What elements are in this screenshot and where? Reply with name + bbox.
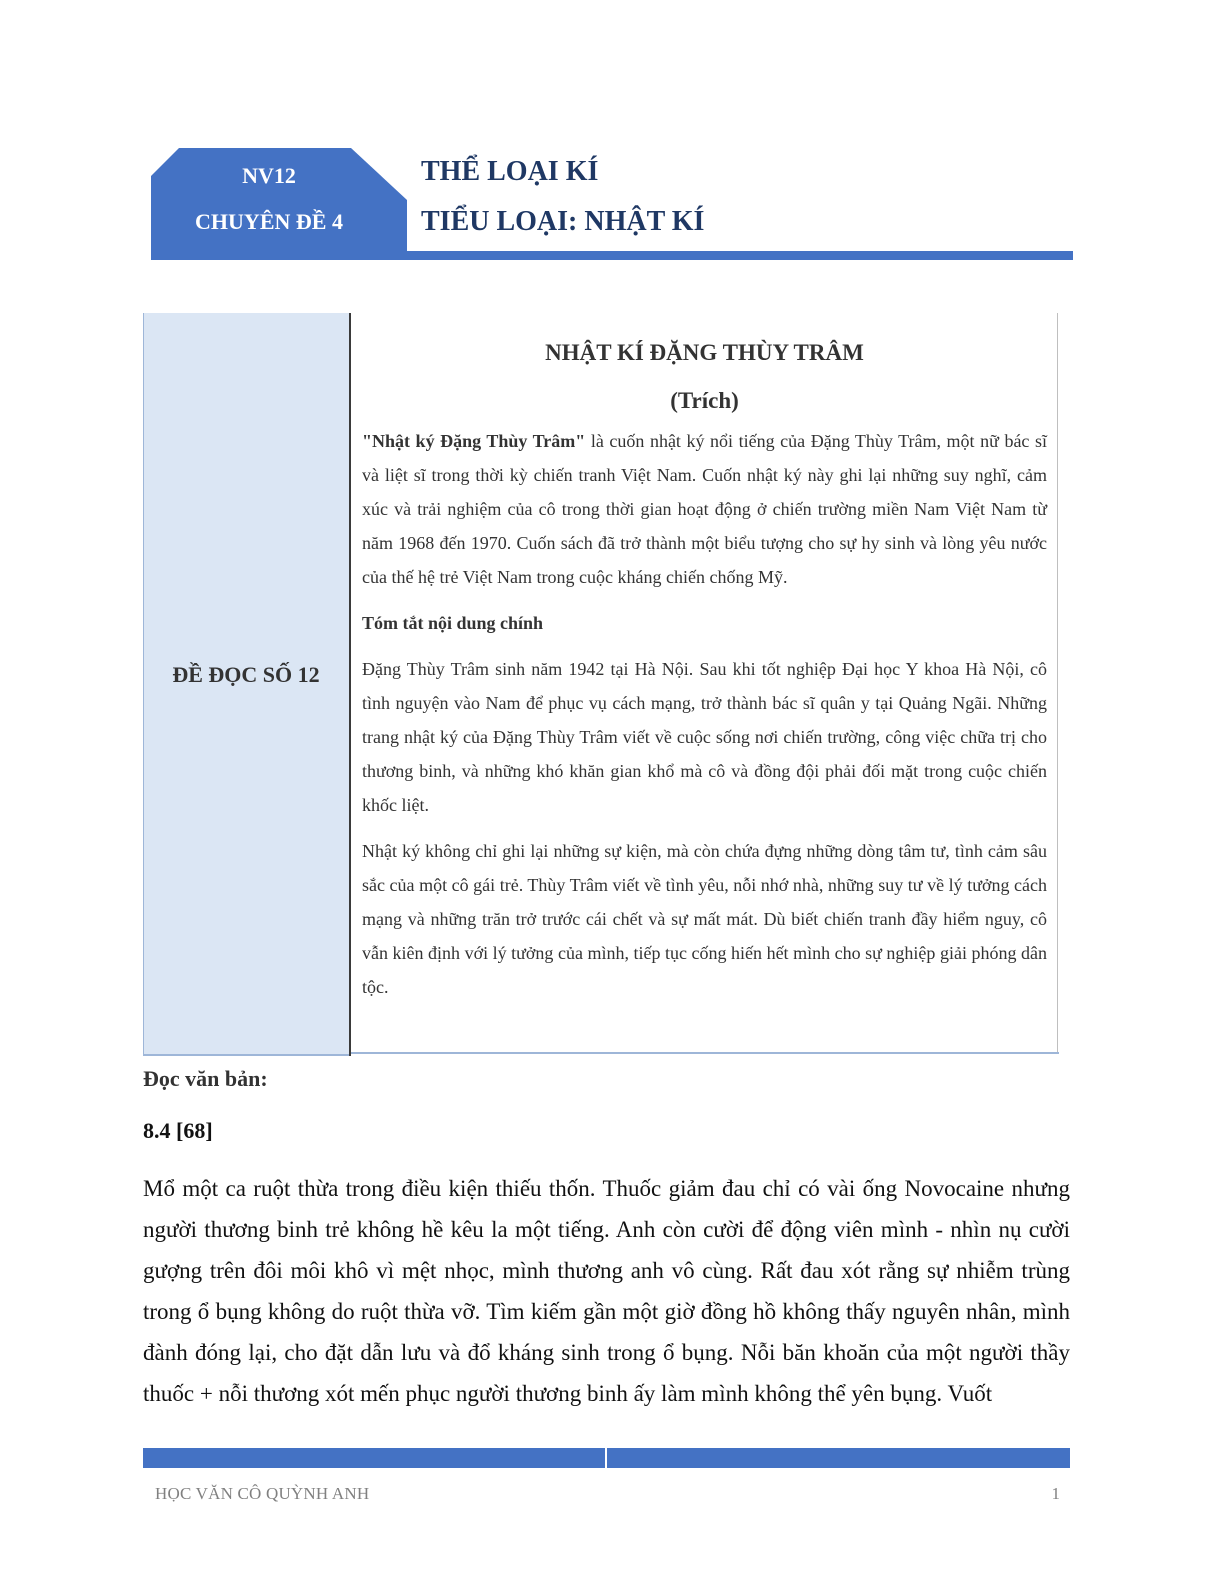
work-title: NHẬT KÍ ĐẶNG THÙY TRÂM xyxy=(545,340,864,365)
summary-paragraph-1: Đặng Thùy Trâm sinh năm 1942 tại Hà Nội. Sau khi tốt nghiệp Đại học Y khoa Hà Nội, cô tình nguyện vào Nam để phục vụ cách mạng, trở thành bác sĩ quân y tại Quảng Ngãi. Những trang nhật ký của Đặng Thùy Trâm viết về cuộc sống nơi chiến trường, công việc chữa trị cho thương binh, và những khó khăn gian khổ mà cô và đồng đội phải đối mặt trong cuộc chiến khốc liệt. xyxy=(362,659,1047,815)
page-number: 1 xyxy=(1051,1484,1060,1503)
box-bottom-border xyxy=(351,1052,1059,1054)
footer-bar-left xyxy=(143,1448,605,1468)
box-right-border xyxy=(1057,313,1058,1054)
reading-label: Đọc văn bản: xyxy=(143,1066,268,1091)
intro-paragraph xyxy=(362,424,1047,594)
box-divider xyxy=(349,313,351,1056)
footer-brand: HỌC VĂN CÔ QUỲNH ANH xyxy=(155,1484,370,1503)
exercise-label: ĐỀ ĐỌC SỐ 12 xyxy=(172,662,320,687)
summary-heading: Tóm tắt nội dung chính xyxy=(362,613,544,633)
subgenre-title: TIỂU LOẠI: NHẬT KÍ xyxy=(421,206,705,237)
intro-bold-title: "Nhật ký Đặng Thùy Trâm" xyxy=(362,431,586,451)
header-rule xyxy=(407,251,1073,260)
genre-title: THỂ LOẠI KÍ xyxy=(421,156,599,187)
topic-number: CHUYÊN ĐỀ 4 xyxy=(195,209,343,234)
section-number: 8.4 [68] xyxy=(143,1118,213,1143)
course-code: NV12 xyxy=(242,163,296,188)
summary-paragraph-2: Nhật ký không chỉ ghi lại những sự kiện, mà còn chứa đựng những dòng tâm tư, tình cảm sâu sắc của một cô gái trẻ. Thùy Trâm viết về tình yêu, nỗi nhớ nhà, những suy tư về lý tưởng cách mạng và những trăn trở trước cái chết và sự mất mát. Dù biết chiến tranh đầy hiểm nguy, cô vẫn kiên định với lý tưởng của mình, tiếp tục cống hiến hết mình cho sự nghiệp giải phóng dân tộc. xyxy=(362,841,1047,997)
footer-bar-right xyxy=(607,1448,1070,1468)
reading-body: Mổ một ca ruột thừa trong điều kiện thiếu thốn. Thuốc giảm đau chỉ có vài ống Novocaine nhưng người thương binh trẻ không hề kêu la một tiếng. Anh còn cười để động viên mình - nhìn nụ cười gượng trên đôi môi khô vì mệt nhọc, mình thương anh vô cùng. Rất đau xót rằng sự nhiễm trùng trong ổ bụng không do ruột thừa vỡ. Tìm kiếm gần một giờ đồng hồ không thấy nguyên nhân, mình đành đóng lại, cho đặt dẫn lưu và đổ kháng sinh trong ổ bụng. Nỗi băn khoăn của một người thầy thuốc + nỗi thương xót mến phục người thương binh ấy làm mình không thể yên bụng. Vuốt xyxy=(143,1176,1070,1406)
box-content xyxy=(362,336,1047,1016)
intro-text: là cuốn nhật ký nổi tiếng của Đặng Thùy Trâm, một nữ bác sĩ và liệt sĩ trong thời kỳ chiến tranh Việt Nam. Cuốn nhật ký này ghi lại những suy nghĩ, cảm xúc và trải nghiệm của cô trong thời gian hoạt động ở chiến trường miền Nam Việt Nam từ năm 1968 đến 1970. Cuốn sách đã trở thành một biểu tượng cho sự hy sinh và lòng yêu nước của thế hệ trẻ Việt Nam trong cuộc kháng chiến chống Mỹ. xyxy=(362,431,1047,587)
work-subtitle: (Trích) xyxy=(670,388,739,413)
